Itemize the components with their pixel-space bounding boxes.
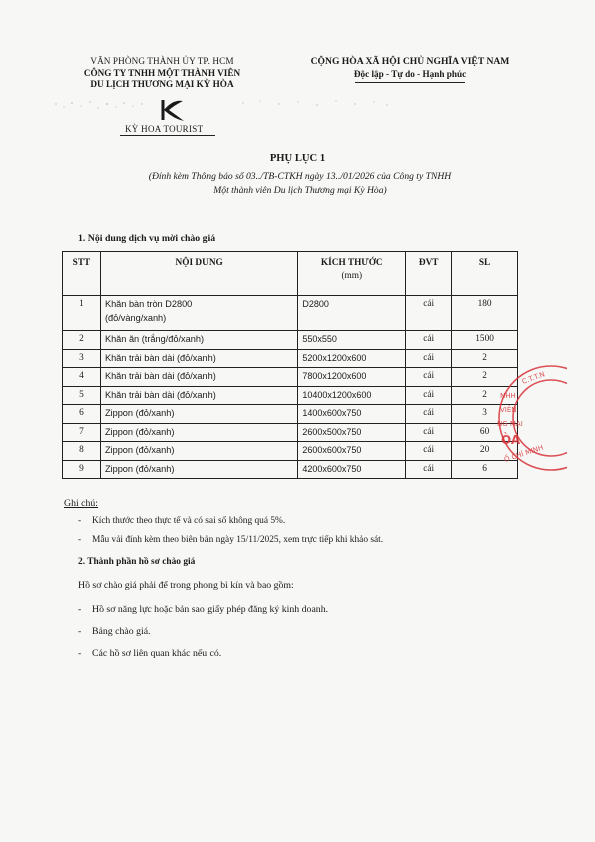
svg-text:ÒA: ÒA — [501, 433, 521, 447]
organization-header — [62, 56, 262, 91]
column-header-content: NỘI DUNG — [100, 252, 297, 296]
service-table — [62, 251, 518, 479]
subtitle-line: (Đính kèm Thông báo số 03../TB-CTKH ngày 13../01/2026 của Công ty TNHH — [148, 171, 452, 182]
content-line: (đỏ/vàng/xanh) — [104, 313, 167, 323]
bullet-dash: - — [78, 648, 82, 659]
column-header-size — [298, 252, 406, 296]
cell-unit: cái — [406, 368, 452, 387]
appendix-subtitle — [60, 170, 540, 197]
table-row — [63, 368, 518, 387]
cell-content: Khăn trải bàn dài (đỏ/xanh) — [100, 349, 297, 368]
company-name-line1: CÔNG TY TNHH MỘT THÀNH VIÊN — [83, 67, 241, 78]
cell-qty: 2 — [452, 368, 518, 387]
table-row — [63, 296, 518, 331]
cell-size: 550x550 — [298, 331, 406, 350]
cell-size: D2800 — [298, 296, 406, 331]
requirement-text: Bảng chào giá. — [92, 626, 151, 637]
svg-text:VIÊN: VIÊN — [500, 406, 517, 414]
cell-qty: 3 — [452, 405, 518, 424]
size-header-unit: (mm) — [341, 271, 363, 281]
cell-unit: cái — [406, 423, 452, 442]
cell-qty: 60 — [452, 423, 518, 442]
cell-size: 2600x600x750 — [298, 442, 406, 461]
cell-unit: cái — [406, 296, 452, 331]
cell-stt: 7 — [63, 423, 101, 442]
company-name-line2: DU LỊCH THƯƠNG MẠI KỲ HÒA — [90, 79, 234, 89]
cell-qty: 2 — [452, 349, 518, 368]
national-motto: Độc lập - Tự do - Hạnh phúc — [353, 69, 467, 79]
parent-org-name: VĂN PHÒNG THÀNH ỦY TP. HCM — [90, 56, 234, 66]
table-row — [63, 331, 518, 350]
cell-stt: 6 — [63, 405, 101, 424]
cell-size: 2600x500x750 — [298, 423, 406, 442]
note-item — [78, 516, 285, 526]
cell-stt: 8 — [63, 442, 101, 461]
column-header-qty: SL — [452, 252, 518, 296]
cell-stt: 3 — [63, 349, 101, 368]
cell-content: Zippon (đỏ/xanh) — [100, 460, 297, 479]
cell-unit: cái — [406, 331, 452, 350]
requirement-text: Hồ sơ năng lực hoặc bản sao giấy phép đăng ký kinh doanh. — [92, 604, 329, 615]
svg-text:NHH: NHH — [500, 392, 516, 400]
logo-wordmark: KỲ HOA TOURIST — [125, 124, 204, 134]
cell-stt: 2 — [63, 331, 101, 350]
table-header-row — [63, 252, 518, 296]
cell-qty: 180 — [452, 296, 518, 331]
appendix-title: PHỤ LỤC 1 — [269, 153, 326, 164]
cell-unit: cái — [406, 349, 452, 368]
cell-size: 1400x600x750 — [298, 405, 406, 424]
company-seal-stamp — [495, 362, 567, 474]
cell-content: Zippon (đỏ/xanh) — [100, 442, 297, 461]
cell-content: Zippon (đỏ/xanh) — [100, 405, 297, 424]
cell-content: Zippon (đỏ/xanh) — [100, 423, 297, 442]
table-row — [63, 423, 518, 442]
table-row — [63, 460, 518, 479]
svg-text:NG MẠI: NG MẠI — [497, 420, 523, 428]
table-row — [63, 442, 518, 461]
cell-content: Khăn trải bàn dài (đỏ/xanh) — [100, 386, 297, 405]
cell-unit: cái — [406, 460, 452, 479]
requirement-item — [78, 648, 221, 659]
note-item — [78, 535, 383, 545]
cell-size: 4200x600x750 — [298, 460, 406, 479]
bullet-dash: - — [78, 604, 82, 615]
bullet-dash: - — [78, 626, 82, 637]
table-row — [63, 405, 518, 424]
table-row — [63, 349, 518, 368]
cell-content — [100, 296, 297, 331]
company-logo-icon — [157, 97, 187, 123]
cell-content: Khăn trải bàn dài (đỏ/xanh) — [100, 368, 297, 387]
bullet-dash: - — [78, 516, 82, 526]
cell-qty: 2 — [452, 386, 518, 405]
note-text: Mẫu vải đính kèm theo biên bản ngày 15/11/2025, xem trực tiếp khi khảo sát. — [92, 535, 384, 545]
cell-unit: cái — [406, 442, 452, 461]
section-intro: Hồ sơ chào giá phải để trong phong bì kín và bao gồm: — [78, 580, 294, 591]
cell-stt: 5 — [63, 386, 101, 405]
cell-unit: cái — [406, 386, 452, 405]
cell-stt: 9 — [63, 460, 101, 479]
logo-underline — [120, 135, 215, 136]
scan-noise — [235, 98, 395, 108]
national-header — [290, 56, 530, 80]
cell-stt: 1 — [63, 296, 101, 331]
section-heading: 2. Thành phần hồ sơ chào giá — [78, 557, 196, 567]
requirement-text: Các hồ sơ liên quan khác nếu có. — [92, 648, 222, 659]
cell-qty: 1500 — [452, 331, 518, 350]
column-header-unit: ĐVT — [406, 252, 452, 296]
column-header-stt: STT — [63, 252, 101, 296]
notes-heading: Ghi chú: — [64, 498, 99, 509]
motto-underline — [355, 82, 465, 83]
svg-text:Ố CHÍ MINH: Ố CHÍ MINH — [503, 443, 545, 464]
bullet-dash: - — [78, 535, 82, 545]
cell-size: 10400x1200x600 — [298, 386, 406, 405]
note-text: Kích thước theo thực tế và có sai số không quá 5%. — [92, 516, 286, 526]
scan-noise — [50, 98, 150, 112]
svg-text:C.T.T.N: C.T.T.N — [520, 370, 546, 386]
table-row — [63, 386, 518, 405]
requirement-item — [78, 626, 151, 637]
cell-qty: 6 — [452, 460, 518, 479]
requirement-item — [78, 604, 328, 615]
cell-content: Khăn ăn (trắng/đỏ/xanh) — [100, 331, 297, 350]
size-header-label: KÍCH THƯỚC — [320, 258, 383, 268]
cell-qty: 20 — [452, 442, 518, 461]
cell-size: 5200x1200x600 — [298, 349, 406, 368]
cell-unit: cái — [406, 405, 452, 424]
subtitle-line: Một thành viên Du lịch Thương mại Kỳ Hòa) — [213, 184, 387, 196]
national-title: CỘNG HÒA XÃ HỘI CHỦ NGHĨA VIỆT NAM — [310, 56, 510, 67]
cell-size: 7800x1200x600 — [298, 368, 406, 387]
content-line: Khăn bàn tròn D2800 — [104, 299, 193, 309]
section-heading: 1. Nội dung dịch vụ mời chào giá — [78, 233, 216, 244]
cell-stt: 4 — [63, 368, 101, 387]
